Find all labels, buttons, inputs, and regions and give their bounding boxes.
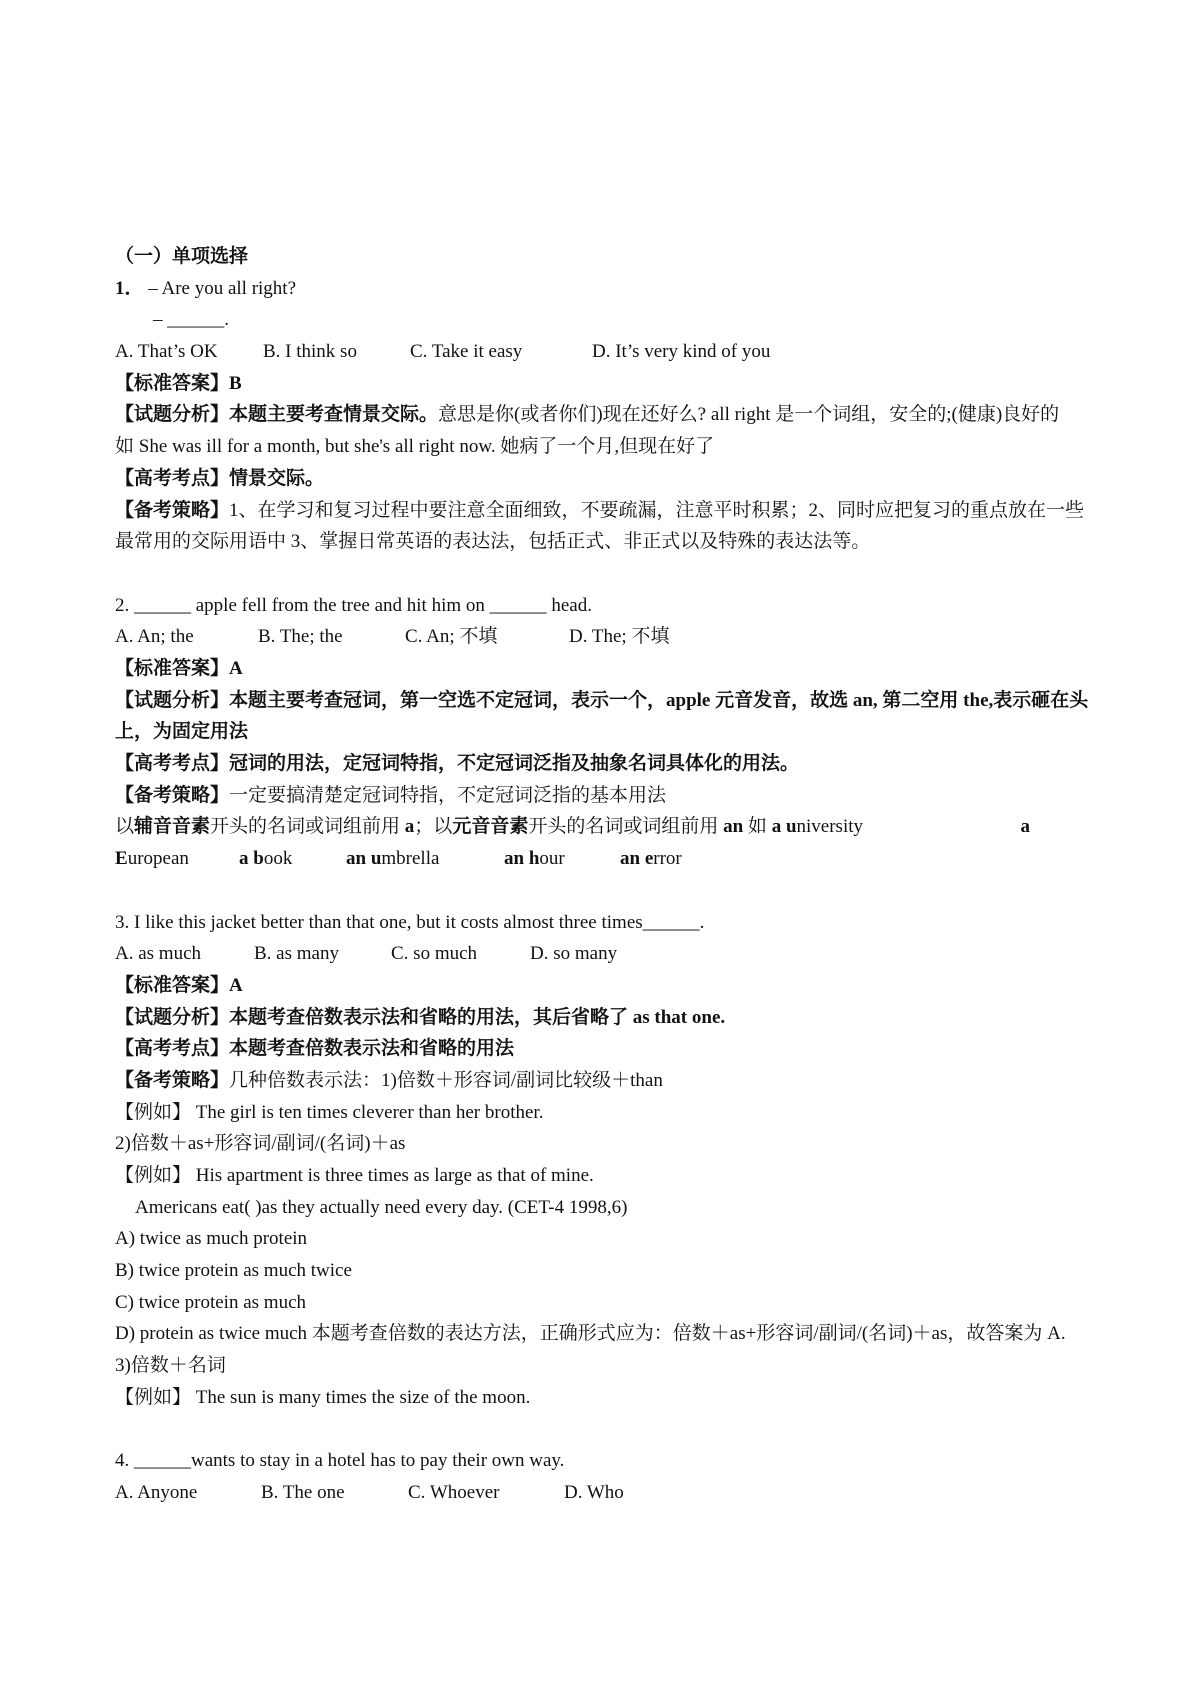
section-title: （一）单项选择 [115, 246, 249, 267]
q1-strategy [115, 495, 1100, 558]
q2-answer [115, 653, 1100, 685]
example-label: 【例如】 [115, 1165, 192, 1187]
q2-rule-bold: a u [771, 816, 797, 838]
q3-example-1 [115, 1097, 1100, 1129]
q1-point-text: 情景交际。 [229, 467, 325, 489]
q3-choice-c: C) twice protein as much [115, 1291, 307, 1313]
q2-answer-value: A [229, 657, 243, 679]
q2-analysis [115, 685, 1100, 748]
q1-point [115, 463, 1100, 495]
q3-point [115, 1033, 1100, 1065]
q2-example-text: mbrella [381, 848, 440, 870]
q2-analysis-label: 【试题分析】 [115, 689, 230, 711]
q2-rule [115, 811, 1100, 843]
q3-choice-d: D) protein as twice much 本题考查倍数的表达方法，正确形式应为：倍数＋as+形容词/副词/(名词)＋as，故答案为 A. [115, 1323, 1066, 1345]
q2-strategy-text: 一定要搞清楚定冠词特指，不定冠词泛指的基本用法 [229, 784, 667, 806]
q2-point [115, 748, 1100, 780]
q2-option-c: C. An; 不填 [405, 626, 498, 648]
q2-rule-part: 开头的名词或词组前用 [528, 816, 724, 838]
q3-rule-3: 3)倍数＋名词 [115, 1355, 226, 1377]
q4-option-c: C. Whoever [408, 1481, 500, 1503]
q1-answer-label: 【标准答案】 [115, 372, 230, 394]
q1-analysis-text: 意思是你(或者你们)现在还好么? all right 是一个词组，安全的;(健康)良好的 [438, 404, 1060, 426]
q2-example-text: uropean [127, 848, 189, 870]
q3-analysis-label: 【试题分析】 [115, 1006, 230, 1028]
q2-example [346, 843, 504, 875]
q4-option-d: D. Who [564, 1481, 624, 1503]
example-text: The sun is many times the size of the moon. [191, 1386, 531, 1408]
q3-example-3 [115, 1382, 1100, 1414]
example-text: His apartment is three times as large as that of mine. [191, 1165, 594, 1187]
q3-example-2 [115, 1160, 1100, 1192]
q2-rule-bold: 元音音素 [452, 816, 529, 838]
q3-choice-a: A) twice as much protein [115, 1228, 308, 1250]
q2-example-bold: an h [504, 848, 540, 870]
q2-stem: 2. ______ apple fell from the tree and hit him on ______ head. [115, 594, 592, 616]
q3-rule-2: 2)倍数＋as+形容词/副词/(名词)＋as [115, 1133, 406, 1155]
q1-answer [115, 368, 1100, 400]
q3-options [115, 938, 1100, 970]
q2-example-text: rror [653, 848, 682, 870]
q2-example [239, 843, 346, 875]
q2-rule-bold: an [723, 816, 744, 838]
q3-point-label: 【高考考点】 [115, 1038, 230, 1060]
document-body [115, 241, 1100, 1509]
q1-point-label: 【高考考点】 [115, 467, 230, 489]
q3-point-text: 本题考查倍数表示法和省略的用法 [229, 1038, 515, 1060]
q1-reply: – ______. [153, 309, 229, 331]
q2-example-bold: E [115, 848, 128, 870]
q3-option-d: D. so many [530, 943, 618, 965]
q2-examples [115, 843, 1100, 875]
q2-example-bold: a b [239, 848, 264, 870]
q2-example [115, 843, 239, 875]
q3-analysis [115, 1002, 1100, 1034]
q2-rule-bold: 辅音音素 [134, 816, 211, 838]
q1-option-a: A. That’s OK [115, 341, 218, 363]
q2-example [620, 843, 682, 875]
q1-option-c: C. Take it easy [410, 341, 523, 363]
q1-stem [115, 273, 1100, 305]
q4-option-a: A. Anyone [115, 1481, 198, 1503]
q2-rule-bold: a [404, 816, 415, 838]
q1-analysis-example: 如 She was ill for a month, but she's all right now. 她病了一个月,但现在好了 [115, 436, 715, 458]
q3-example-2b: Americans eat( )as they actually need every day. (CET-4 1998,6) [135, 1196, 628, 1218]
q4-options [115, 1477, 1100, 1509]
q2-analysis-text: 本题主要考查冠词，第一空选不定冠词，表示一个，apple 元音发音，故选 an, 第二空用 the,表示砸在头上，为固定用法 [115, 689, 1089, 743]
example-label: 【例如】 [115, 1101, 192, 1123]
q4-stem: 4. ______wants to stay in a hotel has to pay their own way. [115, 1450, 565, 1472]
q3-answer [115, 970, 1100, 1002]
example-text: The girl is ten times cleverer than her brother. [191, 1101, 544, 1123]
q2-rule-part: 开头的名词或词组前用 [210, 816, 405, 838]
q2-point-text: 冠词的用法，定冠词特指，不定冠词泛指及抽象名词具体化的用法。 [229, 753, 800, 775]
q2-option-a: A. An; the [115, 626, 194, 648]
q2-point-label: 【高考考点】 [115, 753, 230, 775]
q1-option-b: B. I think so [263, 341, 357, 363]
q1-options [115, 336, 1100, 368]
q3-strategy-text: 几种倍数表示法：1)倍数＋形容词/副词比较级＋than [229, 1069, 663, 1091]
q2-options [115, 621, 1100, 653]
q4-option-b: B. The one [261, 1481, 345, 1503]
q1-analysis-bold: 本题主要考查情景交际。 [229, 404, 439, 426]
q2-rule-part: niversity [796, 816, 864, 838]
q3-stem: 3. I like this jacket better than that one, but it costs almost three times______. [115, 911, 705, 933]
q2-strategy [115, 780, 1100, 812]
q2-option-b: B. The; the [258, 626, 343, 648]
q2-rule-tail: a [1020, 816, 1030, 838]
q1-stem-text: – Are you all right? [143, 277, 297, 299]
q1-analysis [115, 399, 1100, 431]
q1-number: 1． [115, 277, 144, 299]
q3-option-c: C. so much [391, 943, 478, 965]
q1-strategy-text: 1、在学习和复习过程中要注意全面细致，不要疏漏，注意平时积累；2、同时应把复习的重点放在一些最常用的交际用语中 3、掌握日常英语的表达法，包括正式、非正式以及特殊的表达法等。 [115, 499, 1085, 553]
q2-example-text: our [539, 848, 565, 870]
q3-strategy-label: 【备考策略】 [115, 1069, 230, 1091]
q3-option-b: B. as many [254, 943, 339, 965]
q3-strategy [115, 1065, 1100, 1097]
q2-example [504, 843, 620, 875]
q1-strategy-label: 【备考策略】 [115, 499, 230, 521]
q1-analysis-label: 【试题分析】 [115, 404, 230, 426]
q2-example-bold: an u [346, 848, 382, 870]
q3-analysis-text: 本题考查倍数表示法和省略的用法，其后省略了 as that one. [229, 1006, 726, 1028]
q2-example-text: ook [263, 848, 293, 870]
q3-answer-value: A [229, 974, 243, 996]
q3-option-a: A. as much [115, 943, 202, 965]
q3-answer-label: 【标准答案】 [115, 974, 230, 996]
q2-example-bold: an e [620, 848, 654, 870]
q2-answer-label: 【标准答案】 [115, 657, 230, 679]
q2-option-d: D. The; 不填 [569, 626, 670, 648]
q2-strategy-label: 【备考策略】 [115, 784, 230, 806]
q2-rule-part: 如 [743, 816, 772, 838]
q2-rule-part: 以 [115, 816, 135, 838]
q1-answer-value: B [229, 372, 242, 394]
example-label: 【例如】 [115, 1386, 192, 1408]
q2-rule-part: ；以 [414, 816, 453, 838]
q3-choice-b: B) twice protein as much twice [115, 1260, 352, 1282]
q1-option-d: D. It’s very kind of you [592, 341, 771, 363]
